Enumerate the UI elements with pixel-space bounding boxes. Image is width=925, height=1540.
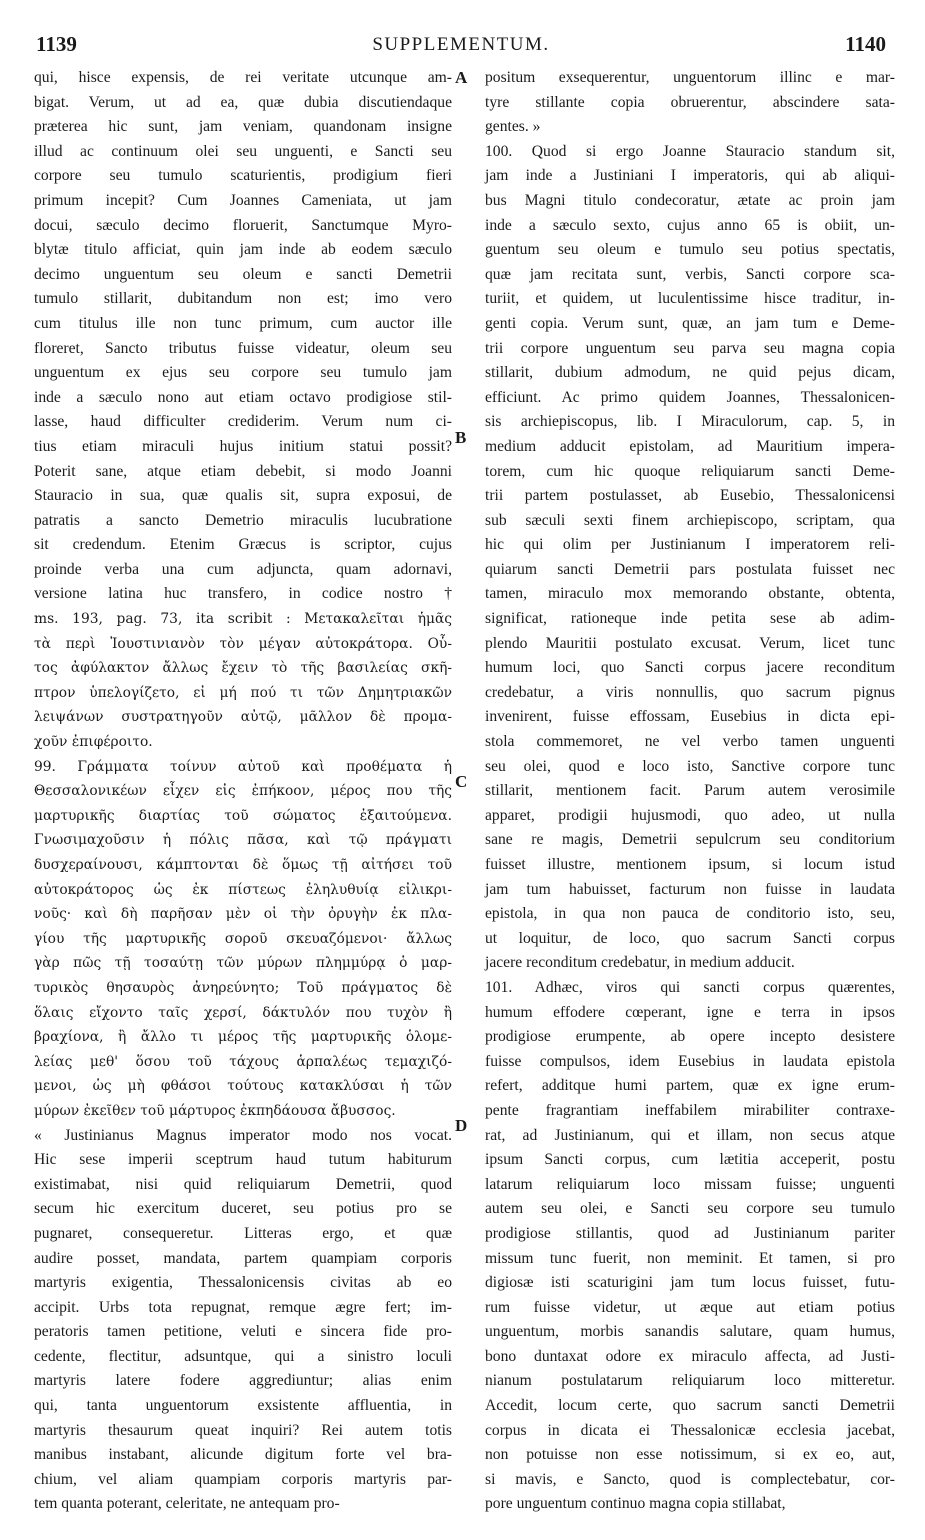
text-line: sub sæculi sexti finem archiepiscopo, scriptam, qua — [485, 511, 895, 529]
text-line: fuisse compulsos, idem Eusebius in laudata epistola — [485, 1052, 895, 1070]
text-line: decimo unguentum seu oleum e sancti Demetrii — [34, 265, 452, 283]
text-line: Γνωσιμαχοῦσιν ἡ πόλις πᾶσα, καὶ τῷ πράγματι — [34, 832, 452, 849]
text-line: unguentum ex ejus seu corpore seu tumulo jam — [34, 364, 452, 382]
text-line: bigat. Verum, ut ad ea, quæ dubia discutiendaque — [34, 93, 452, 111]
margin-letter-b: B — [455, 428, 467, 447]
text-line: δυσχεραίνουσι, κάμπτονται δὲ ὅμως τῇ αἰτήσει τοῦ — [34, 857, 452, 873]
text-line: epistola, in qua non pauca de conditorio isto, seu, — [485, 905, 895, 923]
text-line: stillarit, dubium admodum, ne quid pejus dicam, — [485, 364, 895, 382]
text-line: rum fuisse videtur, ut æque aut etiam potius — [485, 1298, 895, 1316]
text-line: plendo Mauritii postulato excusat. Verum, licet tunc — [485, 634, 895, 652]
text-line: ut loquitur, de loco, quo sacrum Sancti corpus — [485, 929, 895, 947]
right-column — [485, 66, 895, 1517]
text-line: 100. Quod si ergo Joanne Stauracio standum sit, — [485, 142, 895, 160]
text-line: sis archiepiscopus, lib. I Miraculorum, cap. 5, in — [485, 413, 895, 431]
text-line: inde a sæculo sexto, cujus anno 65 is obiit, un- — [485, 216, 895, 234]
text-line: primum incepit? Cum Joannes Cameniata, ut jam — [34, 191, 452, 209]
text-line: turiit, et quidem, ut luculentissime hisce traditur, in- — [485, 290, 895, 308]
text-line: μενοι, ὡς μὴ φθάσοι τούτους κατακλύσαι ἡ τῶν — [34, 1078, 452, 1095]
text-line: cum titulus ille non tunc primum, cum auctor ille — [34, 314, 452, 332]
text-line: positum exsequerentur, unguentorum illinc e mar- — [485, 69, 895, 86]
text-line: μύρων ἐκεῖθεν τοῦ μάρτυρος ἐκπηδάουσα ἄβυσσος. — [34, 1102, 396, 1119]
text-line: πτρον ὑπελογίζετο, εἰ μή πού τι τῶν Δημητριακῶν — [34, 684, 452, 701]
text-line: illud ac continuum olei seu unguenti, e Sancti seu — [34, 142, 452, 160]
text-line: floreret, Sancto tributus fuisse videatur, oleum seu — [34, 339, 452, 357]
text-line: Θεσσαλονικέων εἶχεν εἰς ἐπήκοον, μέρος που τῆς — [34, 783, 452, 800]
text-line: γὰρ πῶς τῇ τοσαύτῃ τῶν μύρων πλημμύρᾳ ὁ μαρ- — [34, 955, 452, 972]
text-line: ipsum Sancti corpus, cum lætitia acceperit, postu — [485, 1151, 895, 1169]
text-line: tem quanta poterant, celeritate, ne antequam pro- — [34, 1495, 340, 1513]
text-line: nianum postulatarum reliquiarum loco mitteretur. — [485, 1372, 895, 1390]
text-line: efficiunt. Ac primo quidem Joannes, Thessalonicen- — [485, 388, 895, 406]
text-line: stillarit, mentionem facit. Parum autem verosimile — [485, 782, 895, 800]
text-line: βραχίονα, ἢ ἄλλο τι μέρος τῆς μαρτυρικῆς ὁλομε- — [34, 1029, 452, 1046]
text-line: missum tunc fuerit, non meminit. Et tamen, si pro — [485, 1249, 895, 1267]
text-line: secum hic exercitum duceret, seu potius pro se — [34, 1200, 452, 1218]
text-line: præterea hic sunt, jam veniam, quandonam insigne — [34, 118, 452, 136]
text-line: pente fragrantiam ineffabilem mirabiliter contraxe- — [485, 1101, 895, 1119]
text-line: μαρτυρικῆς διαρτίας τοῦ σώματος ἐξαιτούμενα. — [34, 807, 452, 824]
text-line: martyris thesaurum queat inquiri? Rei autem totis — [34, 1421, 452, 1439]
margin-letter-d: D — [455, 1116, 468, 1135]
text-line: manibus instabant, alicunde digitum forte vel bra- — [34, 1446, 452, 1464]
text-line: tyre stillante copia obruerentur, abscindere sata- — [485, 93, 895, 111]
text-line: guentum seu oleum e tumulo seu potius spectatis, — [485, 241, 895, 259]
text-line: quæ jam recitata sunt, verbis, Sancti corpore sca- — [485, 265, 895, 283]
text-line: ὅλαις εἴχοντο ταῖς χερσί, δάκτυλόν που τυχὸν ἢ — [34, 1004, 452, 1021]
text-line: γίου τῆς μαρτυρικῆς σοροῦ σκευαζόμενοι· ἄλλως — [34, 930, 452, 947]
text-line: qui, tanta unguentorum exsistente affluentia, in — [34, 1397, 452, 1415]
text-line: ms. 193, pag. 73, ita scribit : Μετακαλεῖται ἡμᾶς — [34, 611, 452, 628]
text-line: si mavis, e Sancto, quod is complectebatur, cor- — [485, 1470, 895, 1488]
text-line: prodigiose stillantis, quod ad Justinianum pariter — [485, 1224, 895, 1242]
text-line: sane re magis, Demetrii sepulcrum seu conditorium — [485, 831, 895, 849]
text-line: gentes. » — [485, 118, 541, 136]
text-line: tumulo stillarit, dubitandum non est; imo vero — [34, 290, 452, 308]
text-line: quiarum sancti Demetrii pars postulata fuisset nec — [485, 560, 895, 578]
text-line: tius etiam miraculi hujus initium statui possit? — [34, 437, 452, 455]
text-line: latarum reliquiarum loco missam fuisse; unguenti — [485, 1175, 895, 1193]
text-line: corpore seu tumulo scaturientis, prodigium fieri — [34, 167, 452, 185]
text-line: chium, vel aliam quampiam corporis martyris par- — [34, 1470, 452, 1488]
text-line: bus Magni titulo condecoratur, ætate ac proin jam — [485, 191, 895, 209]
text-line: χοῦν ἐπιφέροιτο. — [34, 734, 153, 751]
text-line: autem seu olei, e Sancti seu corpore seu tumulo — [485, 1200, 895, 1218]
text-line: proinde verba una cum adjuncta, quam adornavi, — [34, 560, 452, 578]
text-line: « Justinianus Magnus imperator modo nos vocat. — [34, 1126, 452, 1144]
text-line: medium adducit epistolam, ad Mauritium impera- — [485, 437, 895, 455]
text-line: humum loci, quo Sancti corpus jacere reconditum — [485, 659, 895, 677]
text-line: digiosæ isti scaturigini jam tum locus fuisset, futu- — [485, 1274, 895, 1292]
text-line: invenirent, fuisse effossam, Eusebius in dicta epi- — [485, 708, 895, 726]
text-line: trii partem postulasset, ab Eusebio, Thessalonicensi — [485, 487, 895, 505]
text-line: accipit. Urbs tota repugnat, remque ægre fert; im- — [34, 1298, 452, 1316]
text-line: λειψάνων συστρατηγοῦν αὐτῷ, μᾶλλον δὲ προμα- — [34, 709, 452, 726]
text-line: jam inde a Justiniani I imperatoris, qui ab aliqui- — [485, 167, 895, 185]
text-line: torem, cum hic quoque reliquiarum sancti Deme- — [485, 462, 895, 480]
running-header — [36, 32, 886, 62]
text-line: unguentum, morbis sanandis salutare, quam humus, — [485, 1323, 895, 1341]
text-line: jacere reconditum credebatur, in medium adducit. — [485, 954, 795, 972]
text-line: docui, sæculo decimo floruerit, Sanctumque Myro- — [34, 216, 452, 234]
text-line: λείας μεθ' ὅσου τοῦ τάχους ἁρπαλέως τεμαχιζό- — [34, 1053, 452, 1070]
page-number-right: 1140 — [845, 32, 886, 56]
text-line: 99. Γράμματα τοίνυν αὐτοῦ καὶ προθέματα ἡ — [34, 758, 452, 775]
text-line: pugnaret, consequeretur. Litteras ergo, et quæ — [34, 1224, 452, 1242]
text-line: existimabat, nisi quid reliquiarum Demetrii, quod — [34, 1175, 452, 1193]
text-line: martyris exigentia, Thessalonicensis civitas ab eo — [34, 1274, 452, 1292]
text-line: trii corpore unguentum seu parva seu magna copia — [485, 339, 895, 357]
text-line: credebatur, a viris nonnullis, quo sacrum pignus — [485, 683, 895, 701]
text-line: qui, hisce expensis, de rei veritate utcunque am- — [34, 69, 452, 86]
text-line: non potuisse non esse notissimum, si ex eo, aut, — [485, 1446, 895, 1464]
text-line: stola commemoret, ne vel verbo tamen unguenti — [485, 733, 895, 751]
text-line: patratis a sancto Demetrio miraculis lucubratione — [34, 511, 452, 529]
text-line: νοῦς· καὶ δὴ παρῆσαν μὲν οἱ τὴν ὀρυγὴν ἐκ πλα- — [34, 906, 452, 923]
text-line: pore unguentum continuo magna copia stillabat, — [485, 1495, 786, 1513]
text-line: 101. Adhæc, viros qui sancti corpus quærentes, — [485, 978, 895, 996]
text-line: tamen, miraculo mox memorando obstante, obtenta, — [485, 585, 895, 603]
text-line: τος ἀφύλακτον ἄλλως ἔχειν τὸ τῆς βασιλείας σκῆ- — [34, 660, 452, 677]
text-line: rat, ad Justinianum, qui et illam, non secus atque — [485, 1126, 895, 1144]
text-line: jam tum habuisset, facturum non fuisse in laudata — [485, 880, 895, 898]
text-line: Stauracio in sua, quæ qualis sit, supra exposui, de — [34, 487, 452, 505]
text-line: inde a sæculo nono aut etiam octavo prodigiose stil- — [34, 388, 452, 406]
text-line: αὐτοκράτορος ὡς ἐκ πίστεως ἐληλυθυίᾳ εἰλικρι- — [34, 881, 452, 898]
text-line: versione latina huc transfero, in codice nostro † — [34, 585, 452, 603]
text-line: sit credendum. Etenim Græcus is scriptor, cujus — [34, 536, 452, 554]
text-line: apparet, prodigii hujusmodi, quo adeo, ut nulla — [485, 806, 895, 824]
text-line: τυρικὸς θησαυρὸς ἀνηρεύνητο; Τοῦ πράγματος δὲ — [34, 979, 452, 996]
text-line: hic qui olim per Justinianum I imperatorem reli- — [485, 536, 895, 554]
text-line: Poterit sane, atque etiam debebit, si modo Joanni — [34, 462, 452, 480]
text-line: Accedit, locum certe, quo sacrum sancti Demetrii — [485, 1397, 895, 1415]
text-line: martyris latere fodere aggrediuntur; alias enim — [34, 1372, 452, 1390]
text-line: bono duntaxat odore ex miraculo affecta, ad Justi- — [485, 1347, 895, 1365]
text-line: cedente, flectitur, adsuntque, qui a sinistro loculi — [34, 1347, 452, 1365]
margin-letter-a: A — [455, 68, 468, 87]
left-column — [34, 66, 452, 1517]
text-line: lasse, haud difficulter crediderim. Verum num ci- — [34, 413, 452, 431]
text-line: blytæ titulo afficiat, quin jam inde ab eodem sæculo — [34, 241, 452, 259]
running-head-title: SUPPLEMENTUM. — [372, 34, 550, 55]
text-line: genti copia. Verum sunt, quæ, an jam tum e Deme- — [485, 314, 895, 332]
text-line: refert, additque humi partem, quæ ex igne erum- — [485, 1077, 895, 1095]
text-line: audire posset, mandata, partem quampiam corporis — [34, 1249, 452, 1267]
page-number-left: 1139 — [36, 32, 77, 56]
text-line: prodigiose erumpente, ab opere incepto desistere — [485, 1028, 895, 1046]
text-line: humum effodere cœperant, igne e terra in ipsos — [485, 1003, 895, 1021]
text-line: Hic sese imperii sceptrum haud tutum habiturum — [34, 1151, 452, 1169]
text-line: τὰ περὶ Ἰουστινιανὸν τὸν μέγαν αὐτοκράτορα. Οὗ- — [34, 635, 452, 652]
text-line: significat, rationeque inde petita sese ab adim- — [485, 610, 895, 628]
text-line: corpus in dicata ei Thessalonicæ ecclesia jacebat, — [485, 1421, 895, 1439]
text-line: peratoris tamen petitione, veluti e sincera fide pro- — [34, 1323, 452, 1341]
text-line: seu olei, quod e loco isto, Sanctive corpore tunc — [485, 757, 895, 775]
margin-letter-c: C — [455, 772, 468, 791]
text-line: fuisset illustre, mentionem ipsum, si locum istud — [485, 856, 895, 873]
